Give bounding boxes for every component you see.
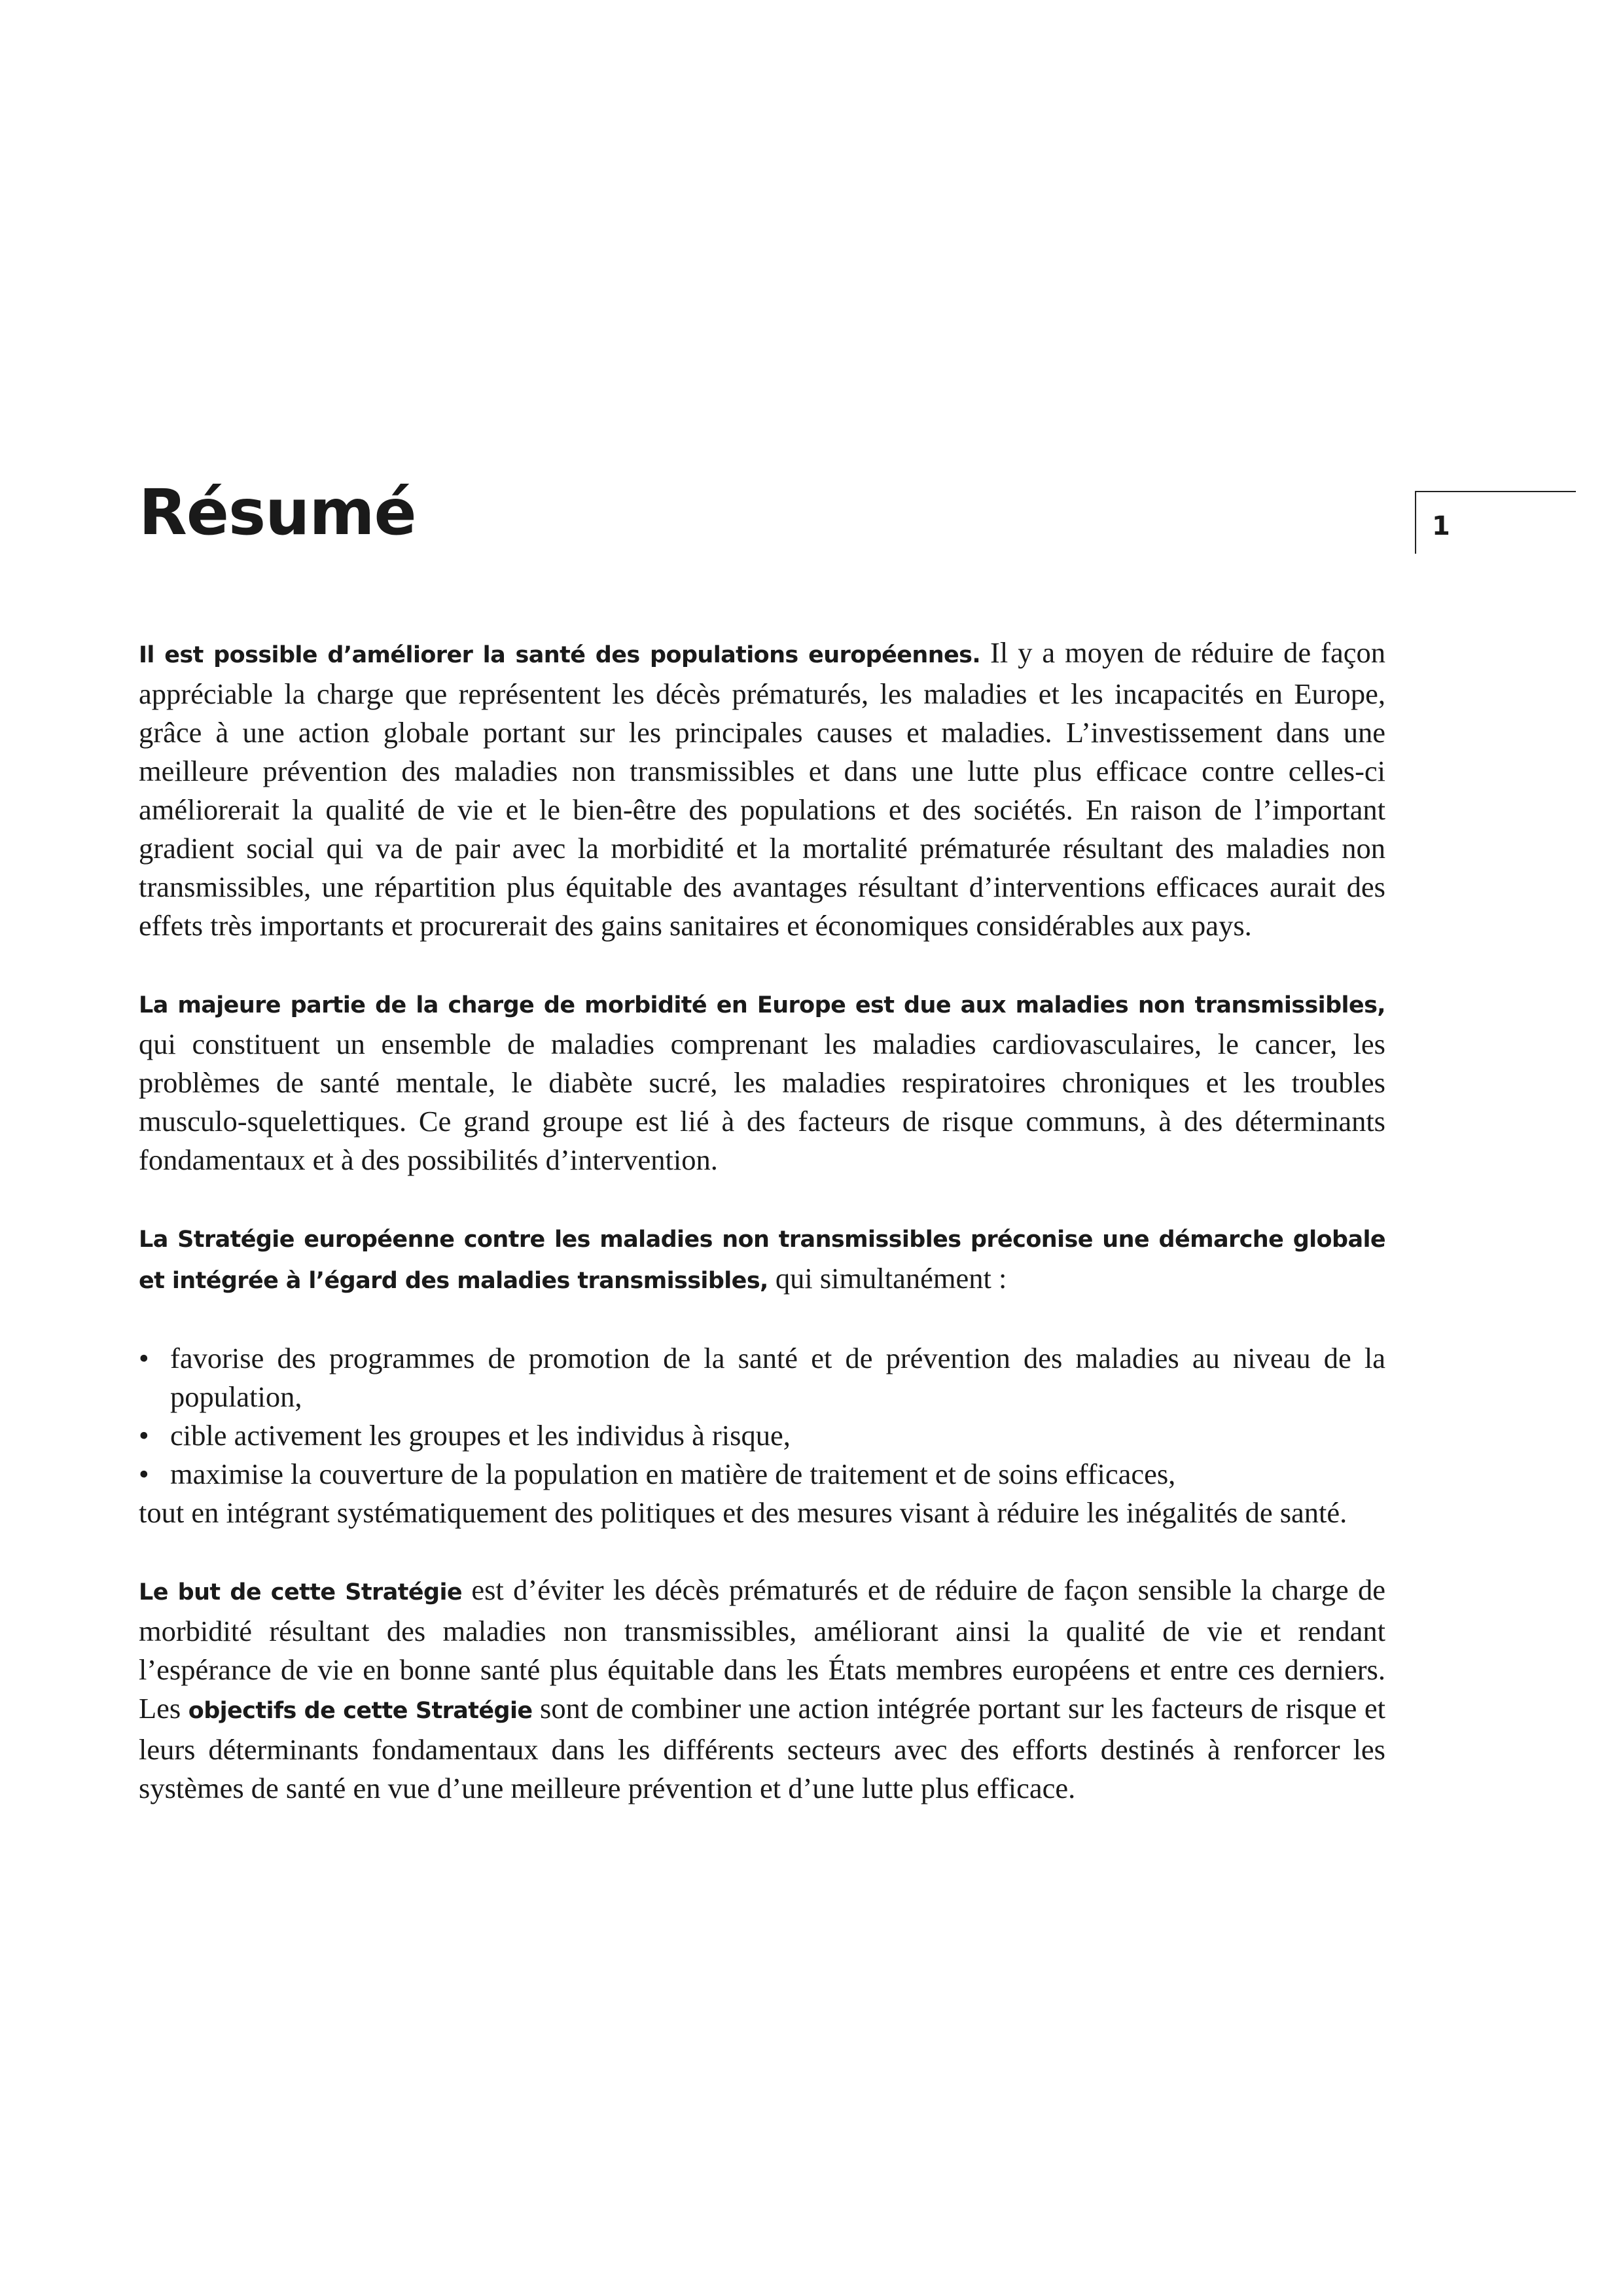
page-marker-left-rule bbox=[1415, 491, 1416, 554]
page-marker-top-rule bbox=[1415, 491, 1576, 492]
paragraph-2-body: qui constituent un ensemble de maladies comprenant les maladies cardiovasculaires, le cancer, les problèmes de santé mentale, le diabète sucré, les maladies respiratoires chroniques et les troubles musculo-squelettiques. Ce grand groupe est lié à des facteurs de risque communs, à des déterminants fondamentaux et à des possibilités d’intervention. bbox=[139, 1028, 1385, 1176]
paragraph-1 bbox=[139, 634, 1385, 945]
list-item bbox=[139, 1416, 1385, 1455]
page-title: Résumé bbox=[139, 476, 416, 549]
list-conclusion: tout en intégrant systématiquement des politiques et des mesures visant à réduire les inégalités de santé. bbox=[139, 1496, 1347, 1529]
list-item-text: maximise la couverture de la population en matière de traitement et de soins efficaces, bbox=[170, 1458, 1176, 1490]
paragraph-3 bbox=[139, 1218, 1385, 1300]
bullet-icon: • bbox=[139, 1419, 149, 1452]
summary-body bbox=[139, 634, 1385, 1846]
bullet-icon: • bbox=[139, 1458, 149, 1490]
paragraph-3-lead: La Stratégie européenne contre les maladies non transmissibles préconise une démarche globale et intégrée à l’égard des maladies transmissibles, bbox=[139, 1227, 1385, 1294]
final-lead-objectives: objectifs de cette Stratégie bbox=[188, 1698, 533, 1724]
list-item bbox=[139, 1455, 1385, 1494]
list-item-text: cible activement les groupes et les individus à risque, bbox=[170, 1419, 791, 1452]
paragraph-3-body: qui simultanément : bbox=[768, 1262, 1007, 1295]
paragraph-final bbox=[139, 1571, 1385, 1808]
list-item bbox=[139, 1339, 1385, 1416]
paragraph-2 bbox=[139, 984, 1385, 1179]
paragraph-1-body: Il y a moyen de réduire de façon appréciable la charge que représentent les décès prématurés, les maladies et les incapacités en Europe, grâce à une action globale portant sur les principales causes et maladies. L’investissement dans une meilleure prévention des maladies non transmissibles et dans une lutte plus efficace contre celles-ci améliorerait la qualité de vie et le bien-être des populations et des sociétés. En raison de l’important gradient social qui va de pair avec la morbidité et la mortalité prématurée résultant des maladies non transmissibles, une répartition plus équitable des avantages résultant d’interventions efficaces aurait des effets très importants et procurerait des gains sanitaires et économiques considérables aux pays. bbox=[139, 636, 1385, 942]
page-number: 1 bbox=[1432, 511, 1450, 541]
strategy-bullet-list bbox=[139, 1339, 1385, 1494]
paragraph-1-lead: Il est possible d’améliorer la santé des populations européennes. bbox=[139, 642, 981, 668]
page-number-marker bbox=[1415, 491, 1576, 554]
final-body-1: est d’éviter les décès prématurés et de réduire de façon sensible la charge de morbidité résultant des maladies non transmissibles, améliorant ainsi la qualité de vie et rendant l’espérance de vie en bonne santé plus équitable dans les États membres européens et entre ces derniers. Les bbox=[139, 1573, 1385, 1725]
final-body-2: sont de combiner une action intégrée portant sur les facteurs de risque et leurs déterminants fondamentaux dans les différents secteurs avec des efforts destinés à renforcer les systèmes de santé en vue d’une meilleure prévention et d’une lutte plus efficace. bbox=[139, 1692, 1385, 1804]
final-lead-goal: Le but de cette Stratégie bbox=[139, 1579, 462, 1605]
paragraph-2-lead: La majeure partie de la charge de morbidité en Europe est due aux maladies non transmissibles, bbox=[139, 992, 1385, 1018]
bullet-icon: • bbox=[139, 1342, 149, 1374]
list-item-text: favorise des programmes de promotion de la santé et de prévention des maladies au niveau de la population, bbox=[170, 1342, 1385, 1413]
